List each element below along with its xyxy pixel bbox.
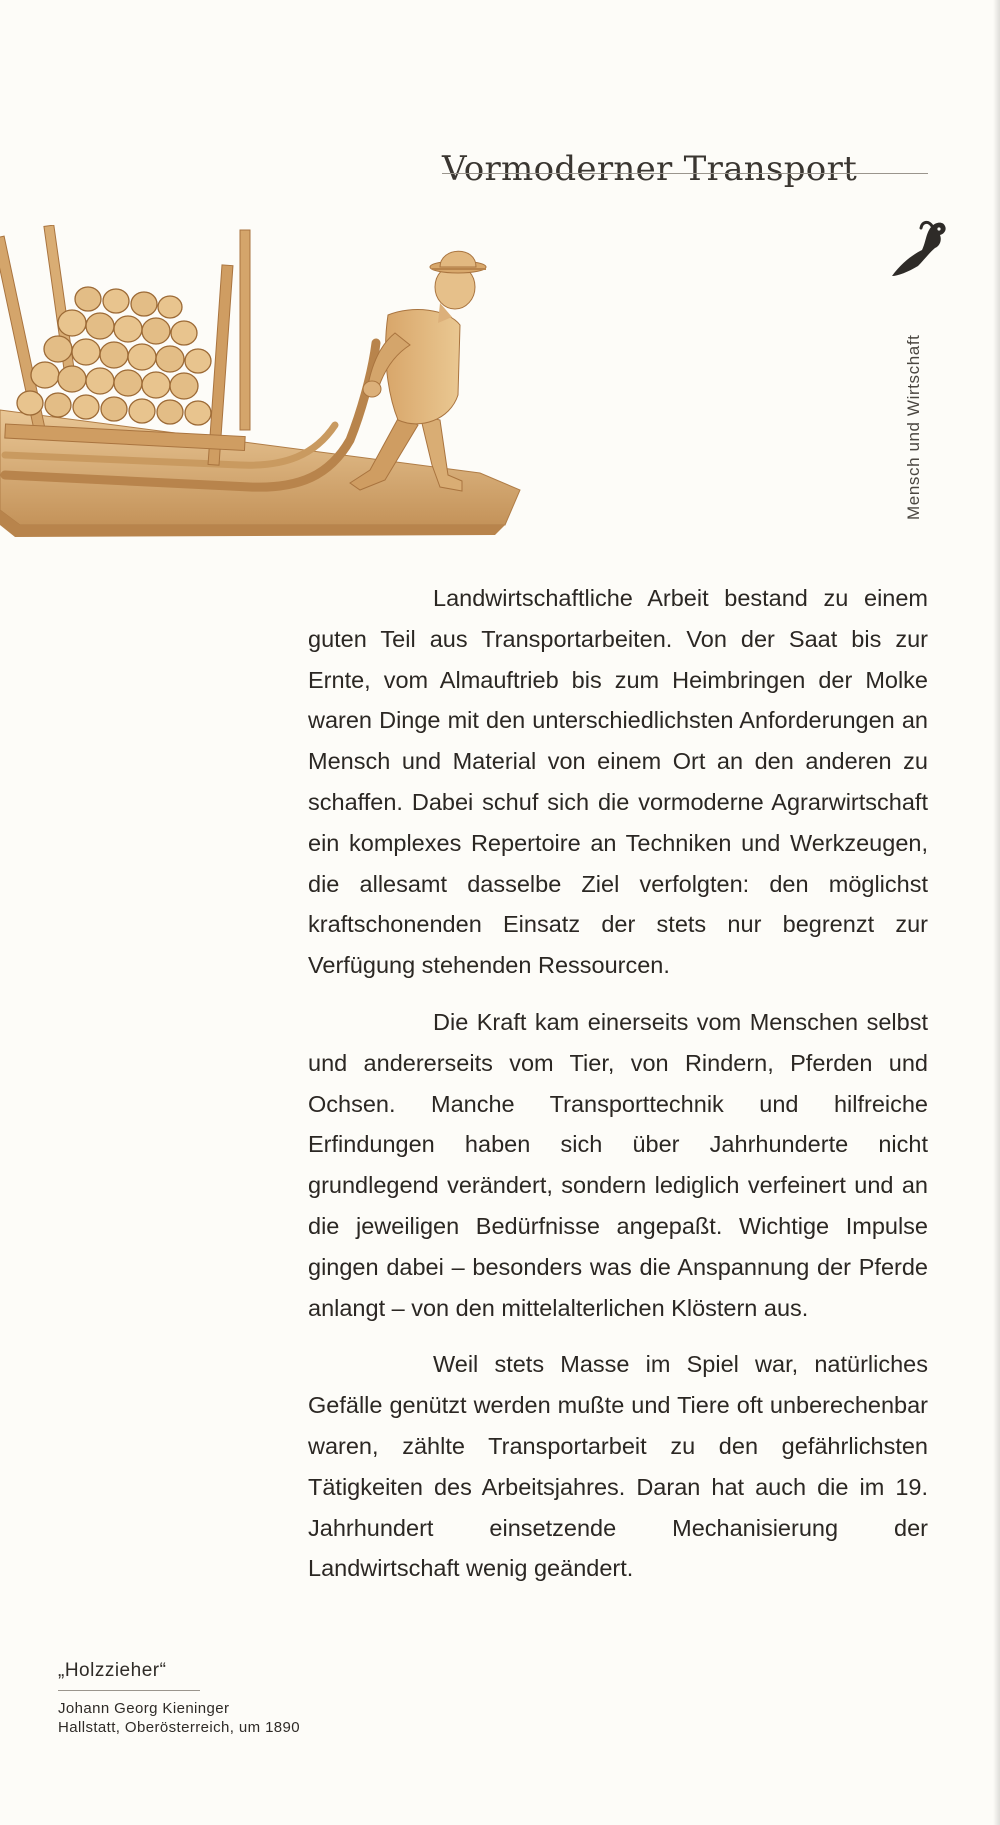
paragraph-3: Weil stets Masse im Spiel war, natürliches Gefälle genützt werden mußte und Tiere oft unberechenbar waren, zählte Transportarbeit zu den gefährlichsten Tätigkeiten des Arbeitsjahres. Daran hat auch die im 19. Jahrhundert einsetzende Mechanisierung der Landwirtschaft wenig geändert. bbox=[308, 1351, 928, 1582]
caption-artist: Johann Georg Kieninger bbox=[58, 1700, 230, 1717]
section-label: Mensch und Wirtschaft bbox=[904, 334, 923, 520]
caption-title: „Holzzieher“ bbox=[58, 1660, 167, 1681]
paragraph-2: Die Kraft kam einerseits vom Menschen selbst und andererseits vom Tier, von Rindern, Pferden und Ochsen. Manche Transporttechnik und hilfreiche Erfindungen haben sich über Jahrhunderte nicht grundlegend verändert, sondern lediglich verfeinert und an die jeweiligen Bedürfnisse angepaßt. Wichtige Impulse gingen dabei – besonders was die Anspannung der Pferde anlangt – von den mittelalterlichen Klöstern aus. bbox=[308, 1008, 928, 1321]
figure-caption bbox=[58, 1660, 300, 1737]
caption-origin: Hallstatt, Oberösterreich, um 1890 bbox=[58, 1719, 301, 1736]
paragraph-1: Landwirtschaftliche Arbeit bestand zu einem guten Teil aus Transportarbeiten. Von der Saat bis zur Ernte, vom Almauftrieb bis zum Heimbringen der Molke waren Dinge mit den unterschiedlichsten Anforderungen an Mensch und Material von einem Ort an den anderen zu schaffen. Dabei schuf sich die vormoderne Agrarwirtschaft ein komplexes Repertoire an Techniken und Werkzeugen, die allesamt dasselbe Ziel verfolgten: den möglichst kraftschonenden Einsatz der stets nur begrenzt zur Verfügung stehenden Ressourcen. bbox=[308, 585, 928, 979]
body-text bbox=[308, 578, 928, 1605]
chamois-head-logo-icon bbox=[888, 218, 948, 280]
page-title: Vormoderner Transport bbox=[442, 148, 858, 189]
caption-rule bbox=[58, 1690, 200, 1691]
wood-carving-log-sled-icon bbox=[0, 225, 530, 555]
page-edge-shadow bbox=[993, 0, 1000, 1825]
title-underline bbox=[442, 173, 928, 174]
